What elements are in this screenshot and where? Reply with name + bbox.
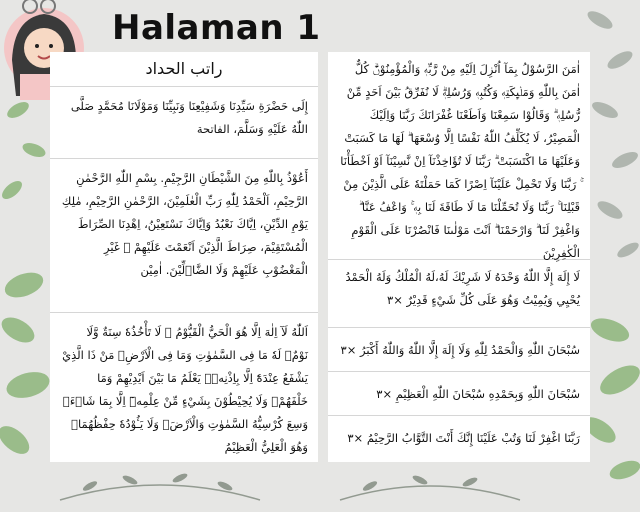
text-block: اٰمَنَ الرَّسُوْلُ بِمَآ اُنْزِلَ اِلَيْهِ مِنْ رَّبِّهٖ وَالْمُؤْمِنُوْنَۗ كُلٌّ اٰمَنَ بِاللّٰهِ وَمَلٰۤىِٕكَتِهٖ وَكُتُبِهٖ وَرُسُلِهٖۗ لَا نُفَرِّقُ بَيْنَ اَحَدٍ مِّنْ رُّسُلِهٖ ۗ وَقَالُوْا سَمِعْنَا وَاَطَعْنَا غُفْرَانَكَ رَبَّنَا وَاِلَيْكَ الْمَصِيْرُ، لَا يُكَلِّفُ اللّٰهُ نَفْسًا اِلَّا وُسْعَهَا ۗ لَهَا مَا كَسَبَتْ وَعَلَيْهَا مَا اكْتَسَبَتْ ۗ رَبَّنَا لَا تُؤَاخِذْنَآ اِنْ نَّسِيْنَآ اَوْ اَخْطَأْنَا ۚ رَبَّنَا وَلَا تَحْمِلْ عَلَيْنَآ اِصْرًا كَمَا حَمَلْتَهٗ عَلَى الَّذِيْنَ مِنْ قَبْلِنَا ۚ رَبَّنَا وَلَا تُحَمِّلْنَا مَا لَا طَاقَةَ لَنَا بِهٖ ۚ وَاعْفُ عَنَّا ۗ وَاغْفِرْ لَنَا ۗ وَارْحَمْنَا ۗ اَنْتَ مَوْلٰىنَا فَانْصُرْنَا عَلَى الْقَوْمِ الْكٰفِرِيْنَ — [328, 52, 590, 260]
text-block: أَعُوْذُ بِاللّٰهِ مِنَ الشَّيْطَانِ الرَّجِيْمِ. بِسْمِ اللّٰهِ الرَّحْمٰنِ الرَّحِيْمِ، اَلْحَمْدُ لِلّٰهِ رَبِّ الْعٰلَمِيْنَ، الرَّحْمٰنِ الرَّحِيْمِ، مٰلِكِ يَوْمِ الدِّيْنِ، اِيَّاكَ نَعْبُدُ وَاِيَّاكَ نَسْتَعِيْنُ، اِهْدِنَا الصِّرَاطَ الْمُسْتَقِيْمَ، صِرَاطَ الَّذِيْنَ اَنْعَمْتَ عَلَيْهِمْ ۙ غَيْرِ الْمَغْضُوْبِ عَلَيْهِمْ وَلَا الضَّاۤلِّيْنَ. اٰمِيْن — [50, 159, 318, 313]
right-panel — [328, 52, 590, 462]
page-title: Halaman 1 — [112, 8, 321, 48]
text-block: سُبْحَانَ اللّٰهِ وَالْحَمْدُ لِلّٰهِ وَلَا إِلَهَ إِلَّا اللّٰهُ وَاللّٰهُ أَكْبَرُ ×٣ — [328, 328, 590, 372]
panel-header: راتب الحداد — [50, 52, 318, 87]
text-block: إِلَى حَضْرَةِ سَيِّدِنَا وَشَفِيْعِنَا وَنَبِيِّنَا وَمَوْلَانَا مُحَمَّدٍ صَلَّى اللّٰهُ عَلَيْهِ وَسَلَّمَ، الفاتحة — [50, 87, 318, 159]
left-panel — [50, 52, 318, 462]
text-block: لَا إِلَهَ إِلَّا اللّٰهُ وَحْدَهُ لَا شَرِيْكَ لَهُ،لَهُ الْمُلْكُ وَلَهُ الْحَمْدُ يُحْيِي وَيُمِيْتُ وَهُوَ عَلَى كُلِّ شَيْءٍ قَدِيْرٌ ×٣ — [328, 260, 590, 328]
text-block: اَللّٰهُ لَآ اِلٰهَ اِلَّا هُوَ الْحَيُّ الْقَيُّوْمُ ۚ لَا تَأْخُذُهٗ سِنَةٌ وَّلَا نَوْمٌۗ لَهٗ مَا فِى السَّمٰوٰتِ وَمَا فِى الْاَرْضِۗ مَنْ ذَا الَّذِيْ يَشْفَعُ عِنْدَهٗٓ اِلَّا بِاِذْنِهٖۗ يَعْلَمُ مَا بَيْنَ اَيْدِيْهِمْ وَمَا خَلْفَهُمْۚ وَلَا يُحِيْطُوْنَ بِشَيْءٍ مِّنْ عِلْمِهٖٓ اِلَّا بِمَا شَاۤءَۚ وَسِعَ كُرْسِيُّهُ السَّمٰوٰتِ وَالْاَرْضَۚ وَلَا يَـُٔوْدُهٗ حِفْظُهُمَاۚ وَهُوَ الْعَلِيُّ الْعَظِيْمُ — [62, 325, 308, 454]
text-block: رَبَّنَا اغْفِرْ لَنَا وَتُبْ عَلَيْنَا إِنَّكَ أَنْتَ التَّوَّابُ الرَّحِيْمُ ×٣ — [347, 431, 580, 445]
text-block: سُبْحَانَ اللّٰهِ وَبِحَمْدِهِ سُبْحَانَ اللّٰهِ الْعَظِيْمِ ×٣ — [328, 372, 590, 416]
